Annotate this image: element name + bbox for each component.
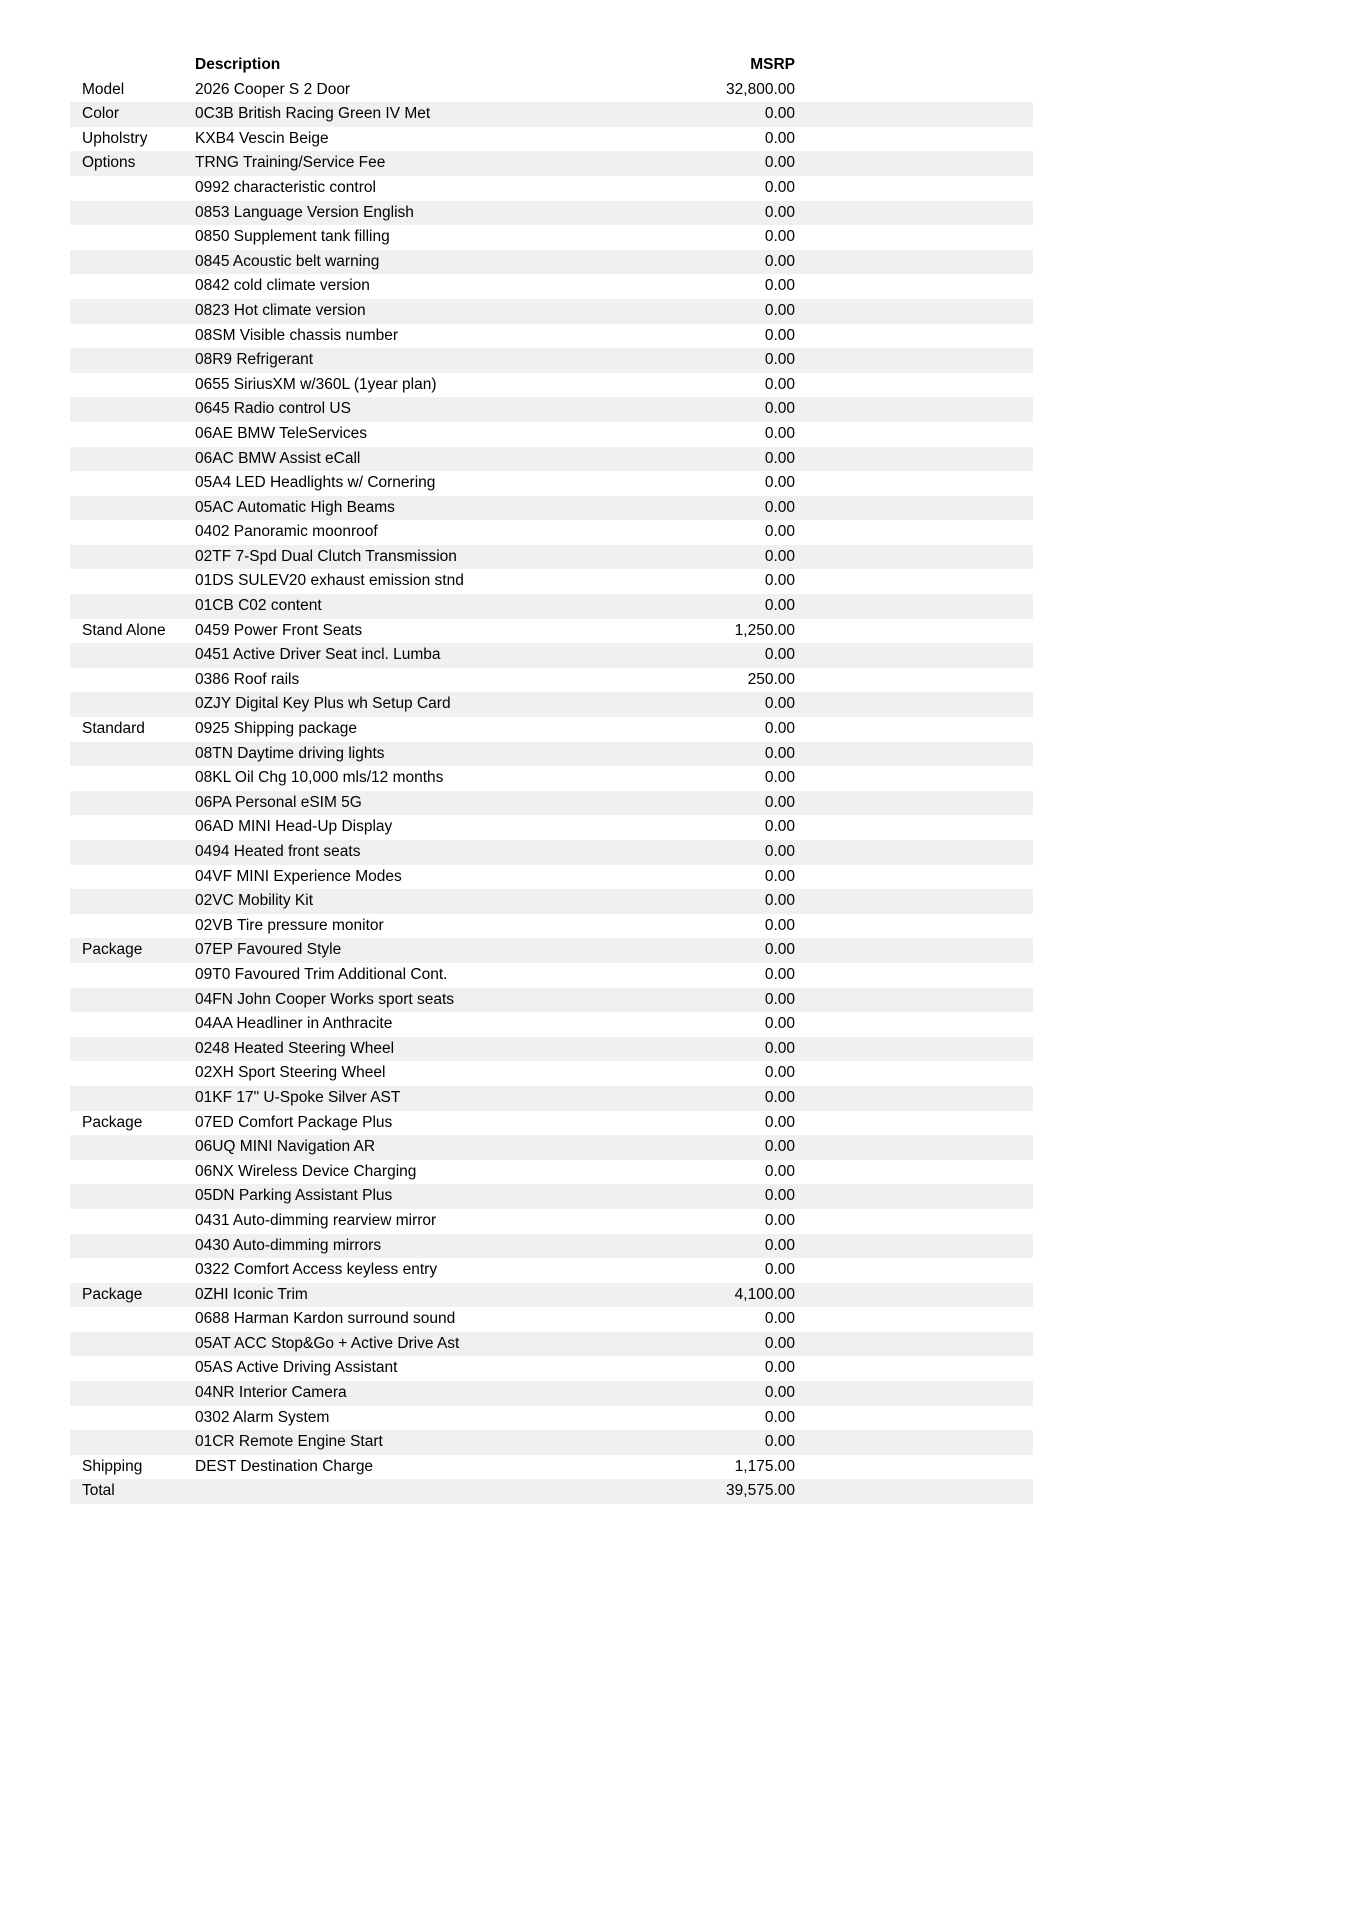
category-cell	[70, 668, 195, 693]
category-cell	[70, 1332, 195, 1357]
msrp-cell: 0.00	[764, 916, 795, 934]
row-filler	[795, 889, 1033, 914]
row-filler	[795, 1111, 1033, 1136]
row-filler	[795, 1307, 1033, 1332]
row-filler	[795, 963, 1033, 988]
table-row	[70, 914, 1033, 939]
table-row	[70, 1135, 1033, 1160]
msrp-cell: 0.00	[764, 105, 795, 123]
category-cell	[70, 545, 195, 570]
msrp-cell: 1,250.00	[734, 621, 795, 639]
description-cell: 05DN Parking Assistant Plus	[195, 1187, 393, 1205]
row-filler	[795, 1381, 1033, 1406]
msrp-cell: 0.00	[764, 744, 795, 762]
msrp-cell: 0.00	[764, 1310, 795, 1328]
category-cell: Stand Alone	[82, 621, 166, 639]
description-cell: 08KL Oil Chg 10,000 mls/12 months	[195, 769, 444, 787]
table-row	[70, 274, 1033, 299]
category-cell	[70, 373, 195, 398]
msrp-cell: 0.00	[764, 793, 795, 811]
description-cell: 01KF 17" U-Spoke Silver AST	[195, 1088, 401, 1106]
msrp-cell: 0.00	[764, 523, 795, 541]
table-row	[70, 1332, 1033, 1357]
msrp-cell: 0.00	[764, 351, 795, 369]
category-cell	[70, 225, 195, 250]
description-cell: 05AC Automatic High Beams	[195, 498, 395, 516]
row-filler	[795, 78, 1033, 103]
row-filler	[795, 151, 1033, 176]
msrp-cell: 0.00	[764, 474, 795, 492]
msrp-cell: 0.00	[764, 1039, 795, 1057]
category-cell	[70, 520, 195, 545]
category-cell: Package	[82, 941, 143, 959]
category-cell	[70, 963, 195, 988]
table-row	[70, 791, 1033, 816]
table-row	[70, 938, 1033, 963]
description-cell: KXB4 Vescin Beige	[195, 129, 329, 147]
row-filler	[795, 422, 1033, 447]
table-row	[70, 471, 1033, 496]
description-cell: 0451 Active Driver Seat incl. Lumba	[195, 646, 441, 664]
row-filler	[795, 1184, 1033, 1209]
description-cell	[195, 1479, 665, 1504]
row-filler	[795, 619, 1033, 644]
table-row	[70, 1356, 1033, 1381]
description-cell: 07EP Favoured Style	[195, 941, 342, 959]
description-cell: 0248 Heated Steering Wheel	[195, 1039, 395, 1057]
description-cell: 0842 cold climate version	[195, 277, 370, 295]
category-cell	[70, 643, 195, 668]
row-filler	[795, 545, 1033, 570]
description-cell: 0431 Auto-dimming rearview mirror	[195, 1211, 437, 1229]
description-cell: 2026 Cooper S 2 Door	[195, 80, 351, 98]
msrp-cell: 0.00	[764, 1384, 795, 1402]
description-cell: 0459 Power Front Seats	[195, 621, 363, 639]
category-header	[70, 53, 195, 78]
description-cell: 0494 Heated front seats	[195, 843, 361, 860]
category-cell	[70, 201, 195, 226]
msrp-cell: 250.00	[747, 670, 795, 688]
row-filler	[795, 348, 1033, 373]
category-cell	[70, 496, 195, 521]
description-cell: 06NX Wireless Device Charging	[195, 1162, 417, 1180]
row-filler	[795, 274, 1033, 299]
category-cell	[70, 865, 195, 890]
row-filler	[795, 102, 1033, 127]
row-filler	[795, 1283, 1033, 1308]
description-header: Description	[195, 56, 281, 73]
category-cell	[70, 324, 195, 349]
table-row	[70, 668, 1033, 693]
msrp-cell: 0.00	[764, 1359, 795, 1377]
description-cell: 08SM Visible chassis number	[195, 326, 399, 344]
category-cell	[70, 1430, 195, 1455]
category-cell	[70, 447, 195, 472]
table-row	[70, 102, 1033, 127]
options-table	[70, 53, 1033, 1504]
table-row	[70, 1283, 1033, 1308]
msrp-cell: 1,175.00	[734, 1457, 795, 1475]
table-row	[70, 151, 1033, 176]
category-cell	[70, 1037, 195, 1062]
category-cell	[70, 692, 195, 717]
row-filler	[795, 1135, 1033, 1160]
row-filler	[795, 201, 1033, 226]
row-filler	[795, 1406, 1033, 1431]
table-row	[70, 447, 1033, 472]
table-row	[70, 1430, 1033, 1455]
msrp-cell: 0.00	[764, 547, 795, 565]
category-cell	[70, 1086, 195, 1111]
msrp-cell: 0.00	[764, 1236, 795, 1254]
msrp-cell: 0.00	[764, 695, 795, 713]
msrp-cell: 0.00	[764, 1334, 795, 1352]
category-cell	[70, 422, 195, 447]
msrp-cell: 4,100.00	[734, 1285, 795, 1303]
table-row	[70, 324, 1033, 349]
category-cell	[70, 766, 195, 791]
category-cell: Total	[82, 1482, 115, 1500]
table-row	[70, 594, 1033, 619]
category-cell	[70, 1012, 195, 1037]
row-filler	[795, 1037, 1033, 1062]
row-filler	[795, 324, 1033, 349]
description-cell: 0688 Harman Kardon surround sound	[195, 1310, 456, 1328]
row-filler	[795, 569, 1033, 594]
description-cell: 0430 Auto-dimming mirrors	[195, 1236, 382, 1254]
msrp-cell: 0.00	[764, 1187, 795, 1205]
description-cell: 0992 characteristic control	[195, 178, 376, 196]
description-cell: 04NR Interior Camera	[195, 1384, 347, 1402]
description-cell: 0402 Panoramic moonroof	[195, 523, 378, 541]
category-cell	[70, 742, 195, 767]
table-row	[70, 1012, 1033, 1037]
table-row	[70, 1111, 1033, 1136]
description-cell: 04AA Headliner in Anthracite	[195, 1015, 393, 1033]
msrp-cell: 0.00	[764, 228, 795, 246]
table-row	[70, 988, 1033, 1013]
row-filler	[795, 1209, 1033, 1234]
category-cell	[70, 569, 195, 594]
row-filler	[795, 1160, 1033, 1185]
table-row	[70, 127, 1033, 152]
table-row	[70, 397, 1033, 422]
category-cell	[70, 889, 195, 914]
table-row	[70, 865, 1033, 890]
category-cell: Shipping	[82, 1457, 143, 1475]
category-cell	[70, 1160, 195, 1185]
table-row	[70, 545, 1033, 570]
description-cell: 0925 Shipping package	[195, 720, 358, 738]
row-filler	[795, 397, 1033, 422]
description-cell: 0C3B British Racing Green IV Met	[195, 105, 431, 123]
table-row	[70, 78, 1033, 103]
msrp-cell: 0.00	[764, 252, 795, 270]
row-filler	[795, 373, 1033, 398]
msrp-cell: 39,575.00	[726, 1482, 795, 1500]
description-cell: 02VC Mobility Kit	[195, 892, 314, 910]
description-cell: 0ZJY Digital Key Plus wh Setup Card	[195, 695, 451, 713]
category-cell	[70, 815, 195, 840]
table-row	[70, 225, 1033, 250]
description-cell: 02TF 7-Spd Dual Clutch Transmission	[195, 547, 457, 565]
table-row	[70, 889, 1033, 914]
row-filler	[795, 496, 1033, 521]
category-cell: Standard	[82, 720, 145, 738]
description-cell: 08TN Daytime driving lights	[195, 744, 385, 762]
row-filler	[795, 1356, 1033, 1381]
row-filler	[795, 1086, 1033, 1111]
table-row	[70, 176, 1033, 201]
row-filler	[795, 1234, 1033, 1259]
category-cell: Upholstry	[82, 129, 148, 147]
msrp-header: MSRP	[750, 56, 795, 73]
msrp-cell: 0.00	[764, 1088, 795, 1106]
msrp-cell: 0.00	[764, 203, 795, 221]
table-row	[70, 422, 1033, 447]
description-cell: 07ED Comfort Package Plus	[195, 1113, 393, 1131]
table-row	[70, 348, 1033, 373]
row-filler	[795, 1455, 1033, 1480]
msrp-cell: 0.00	[764, 646, 795, 664]
category-cell	[70, 250, 195, 275]
msrp-cell: 0.00	[764, 449, 795, 467]
row-filler	[795, 594, 1033, 619]
msrp-cell: 0.00	[764, 129, 795, 147]
table-row	[70, 1160, 1033, 1185]
table-header-row	[70, 53, 1033, 78]
description-cell: 0645 Radio control US	[195, 400, 351, 418]
table-row	[70, 520, 1033, 545]
table-row	[70, 569, 1033, 594]
table-row	[70, 1234, 1033, 1259]
description-cell: 04FN John Cooper Works sport seats	[195, 990, 455, 1008]
row-filler	[795, 938, 1033, 963]
row-filler	[795, 742, 1033, 767]
table-row	[70, 299, 1033, 324]
table-row	[70, 1455, 1033, 1480]
row-filler	[795, 914, 1033, 939]
category-cell: Model	[82, 80, 125, 98]
row-filler	[795, 791, 1033, 816]
table-row	[70, 1061, 1033, 1086]
table-row	[70, 1086, 1033, 1111]
table-row	[70, 643, 1033, 668]
row-filler	[795, 988, 1033, 1013]
category-cell	[70, 1406, 195, 1431]
category-cell	[70, 1258, 195, 1283]
row-filler	[795, 815, 1033, 840]
table-row	[70, 250, 1033, 275]
msrp-cell: 0.00	[764, 1211, 795, 1229]
description-cell: 0853 Language Version English	[195, 203, 414, 221]
description-cell: 0850 Supplement tank filling	[195, 228, 390, 246]
row-filler	[795, 250, 1033, 275]
description-cell: 06AE BMW TeleServices	[195, 424, 367, 442]
msrp-cell: 0.00	[764, 498, 795, 516]
table-row	[70, 619, 1033, 644]
category-cell	[70, 1234, 195, 1259]
row-filler	[795, 865, 1033, 890]
msrp-cell: 0.00	[764, 720, 795, 738]
description-cell: 0ZHI Iconic Trim	[195, 1285, 308, 1303]
row-filler	[795, 1012, 1033, 1037]
category-cell	[70, 397, 195, 422]
description-cell: 06AC BMW Assist eCall	[195, 449, 361, 467]
table-row	[70, 1209, 1033, 1234]
description-cell: 06PA Personal eSIM 5G	[195, 793, 362, 811]
table-row	[70, 1184, 1033, 1209]
msrp-cell: 0.00	[764, 818, 795, 836]
category-cell	[70, 471, 195, 496]
category-cell	[70, 1381, 195, 1406]
table-row	[70, 840, 1033, 865]
category-cell	[70, 914, 195, 939]
msrp-cell: 0.00	[764, 941, 795, 959]
table-row	[70, 201, 1033, 226]
description-cell: 0655 SiriusXM w/360L (1year plan)	[195, 375, 437, 393]
msrp-cell: 0.00	[764, 154, 795, 172]
table-row	[70, 496, 1033, 521]
msrp-cell: 0.00	[764, 1015, 795, 1033]
description-cell: 05AS Active Driving Assistant	[195, 1359, 398, 1377]
description-cell: 06AD MINI Head-Up Display	[195, 818, 393, 836]
description-cell: 05AT ACC Stop&Go + Active Drive Ast	[195, 1334, 460, 1352]
description-cell: 01DS SULEV20 exhaust emission stnd	[195, 572, 464, 590]
msrp-cell: 0.00	[764, 572, 795, 590]
category-cell	[70, 1061, 195, 1086]
description-cell: 09T0 Favoured Trim Additional Cont.	[195, 965, 448, 983]
table-row	[70, 1406, 1033, 1431]
row-filler	[795, 766, 1033, 791]
row-filler	[795, 692, 1033, 717]
row-filler	[795, 1061, 1033, 1086]
row-filler	[795, 1430, 1033, 1455]
row-filler	[795, 225, 1033, 250]
table-row	[70, 815, 1033, 840]
table-body	[70, 78, 1033, 1504]
description-cell: 02VB Tire pressure monitor	[195, 916, 384, 934]
row-filler	[795, 176, 1033, 201]
table-row	[70, 1258, 1033, 1283]
category-cell	[70, 594, 195, 619]
msrp-cell: 0.00	[764, 843, 795, 860]
description-cell: 02XH Sport Steering Wheel	[195, 1064, 386, 1082]
row-filler	[795, 299, 1033, 324]
msrp-cell: 0.00	[764, 1064, 795, 1082]
category-cell: Color	[82, 105, 120, 123]
category-cell: Package	[82, 1113, 143, 1131]
msrp-cell: 0.00	[764, 769, 795, 787]
category-cell: Options	[82, 154, 136, 172]
description-cell: 0322 Comfort Access keyless entry	[195, 1261, 438, 1279]
category-cell	[70, 1135, 195, 1160]
table-row	[70, 742, 1033, 767]
msrp-cell: 0.00	[764, 867, 795, 885]
msrp-cell: 0.00	[764, 1138, 795, 1156]
msrp-cell: 0.00	[764, 424, 795, 442]
row-filler	[795, 1332, 1033, 1357]
table-row	[70, 717, 1033, 742]
msrp-cell: 0.00	[764, 326, 795, 344]
msrp-cell: 0.00	[764, 990, 795, 1008]
msrp-cell: 0.00	[764, 375, 795, 393]
table-row	[70, 373, 1033, 398]
description-cell: 06UQ MINI Navigation AR	[195, 1138, 376, 1156]
row-filler	[795, 471, 1033, 496]
category-cell	[70, 299, 195, 324]
msrp-cell: 0.00	[764, 400, 795, 418]
description-cell: TRNG Training/Service Fee	[195, 154, 386, 172]
description-cell: 0823 Hot climate version	[195, 301, 366, 319]
row-filler	[795, 1479, 1033, 1504]
table-row	[70, 692, 1033, 717]
table-row	[70, 1037, 1033, 1062]
msrp-cell: 0.00	[764, 1433, 795, 1451]
msrp-cell: 0.00	[764, 277, 795, 295]
category-cell	[70, 1307, 195, 1332]
category-cell	[70, 348, 195, 373]
msrp-cell: 0.00	[764, 892, 795, 910]
category-cell	[70, 840, 195, 865]
row-filler	[795, 840, 1033, 865]
description-cell: 01CB C02 content	[195, 597, 322, 615]
row-filler	[795, 127, 1033, 152]
description-cell: 04VF MINI Experience Modes	[195, 867, 402, 885]
msrp-cell: 0.00	[764, 1408, 795, 1426]
category-cell	[70, 274, 195, 299]
header-filler	[795, 53, 1033, 78]
row-filler	[795, 717, 1033, 742]
row-filler	[795, 1258, 1033, 1283]
table-row	[70, 1381, 1033, 1406]
msrp-cell: 0.00	[764, 1113, 795, 1131]
category-cell	[70, 791, 195, 816]
table-row	[70, 963, 1033, 988]
table-row	[70, 766, 1033, 791]
description-cell: 08R9 Refrigerant	[195, 351, 314, 369]
description-cell: 0386 Roof rails	[195, 670, 300, 688]
row-filler	[795, 520, 1033, 545]
row-filler	[795, 668, 1033, 693]
msrp-cell: 0.00	[764, 597, 795, 615]
category-cell	[70, 1184, 195, 1209]
table-row	[70, 1479, 1033, 1504]
category-cell	[70, 176, 195, 201]
category-cell	[70, 1356, 195, 1381]
table-row	[70, 1307, 1033, 1332]
row-filler	[795, 643, 1033, 668]
msrp-cell: 0.00	[764, 301, 795, 319]
category-cell	[70, 1209, 195, 1234]
category-cell	[70, 988, 195, 1013]
description-cell: DEST Destination Charge	[195, 1457, 374, 1475]
description-cell: 0845 Acoustic belt warning	[195, 252, 380, 270]
msrp-cell: 0.00	[764, 965, 795, 983]
msrp-cell: 32,800.00	[726, 80, 795, 98]
row-filler	[795, 447, 1033, 472]
category-cell: Package	[82, 1285, 143, 1303]
description-cell: 01CR Remote Engine Start	[195, 1433, 383, 1451]
description-cell: 05A4 LED Headlights w/ Cornering	[195, 474, 436, 492]
msrp-cell: 0.00	[764, 1261, 795, 1279]
description-cell: 0302 Alarm System	[195, 1408, 330, 1426]
msrp-cell: 0.00	[764, 178, 795, 196]
msrp-cell: 0.00	[764, 1162, 795, 1180]
